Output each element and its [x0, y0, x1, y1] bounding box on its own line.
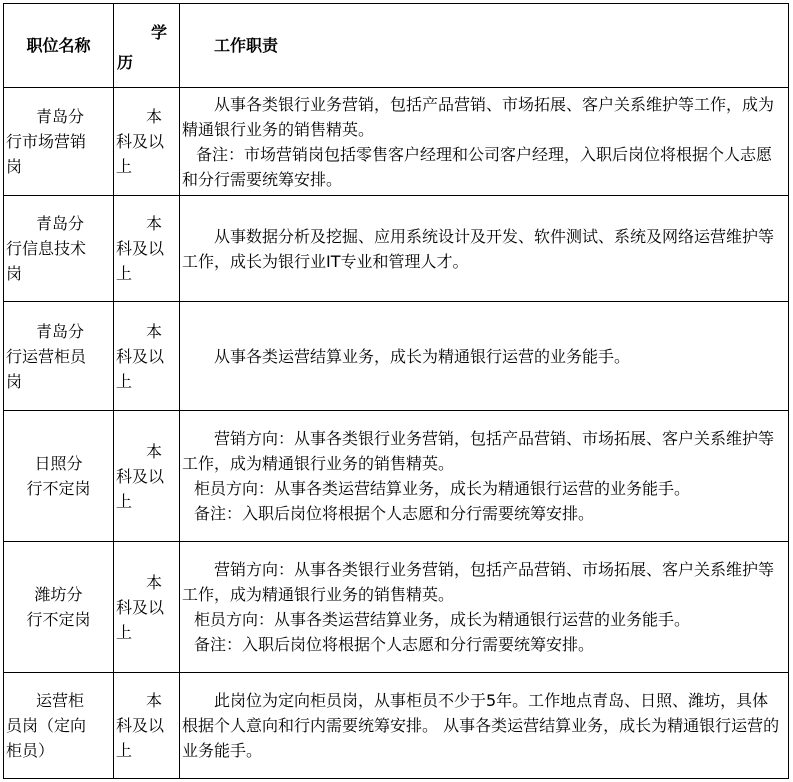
education: 本 科及以 上 [114, 673, 180, 779]
table-row [4, 673, 789, 779]
duties [180, 542, 789, 673]
duties [180, 302, 789, 411]
duties [180, 88, 789, 196]
table-row [4, 196, 789, 302]
header-row [4, 4, 789, 88]
position-name: 青岛分 行市场营销 岗 [4, 88, 114, 196]
table-row [4, 411, 789, 542]
header-duties: 工作职责 [180, 4, 789, 88]
header-education-top: 学 [150, 23, 167, 42]
duties [180, 411, 789, 542]
education: 本 科及以 上 [114, 88, 180, 196]
duty-paragraph: 备注：市场营销岗包括零售客户经理和公司客户经理，入职后岗位将根据个人志愿和分行需要统筹安排。 [182, 144, 773, 189]
position-name: 日照分 行不定岗 [4, 411, 114, 542]
education: 本 科及以 上 [114, 196, 180, 302]
header-position: 职位名称 [4, 4, 114, 88]
duties [180, 196, 789, 302]
position-name: 潍坊分 行不定岗 [4, 542, 114, 673]
position-name: 运营柜 员岗（定向 柜员） [4, 673, 114, 779]
education: 本 科及以 上 [114, 411, 180, 542]
duty-paragraph: 备注：入职后岗位将根据个人志愿和分行需要统筹安排。 [194, 504, 595, 523]
duty-paragraph: 从事数据分析及挖掘、应用系统设计及开发、软件测试、系统及网络运营维护等工作，成长为银行业IT专业和管理人才。 [182, 226, 775, 271]
education: 本 科及以 上 [114, 302, 180, 411]
table-row [4, 542, 789, 673]
duty-paragraph: 柜员方向：从事各类运营结算业务，成长为精通银行运营的业务能手。 [194, 479, 691, 498]
duty-paragraph: 营销方向：从事各类银行业务营销，包括产品营销、市场拓展、客户关系维护等工作，成为精通银行业务的销售精英。 [182, 429, 775, 473]
duty-paragraph: 从事各类银行业务营销，包括产品营销、市场拓展、客户关系维护等工作，成为精通银行业务的销售精英。 [182, 94, 775, 139]
table-row [4, 302, 789, 411]
duty-paragraph: 此岗位为定向柜员岗，从事柜员不少于5年。工作地点青岛、日照、潍坊，具体根据个人意向和行内需要统筹安排。 从事各类运营结算业务，成长为精通银行运营的业务能手。 [182, 691, 780, 760]
position-name: 青岛分 行信息技术 岗 [4, 196, 114, 302]
job-table [3, 3, 789, 779]
header-education-bottom: 历 [117, 53, 134, 72]
table-row [4, 88, 789, 196]
duty-paragraph: 备注：入职后岗位将根据个人志愿和分行需要统筹安排。 [194, 635, 595, 654]
position-name: 青岛分 行运营柜员 岗 [4, 302, 114, 411]
duties [180, 673, 789, 779]
duty-paragraph: 营销方向：从事各类银行业务营销，包括产品营销、市场拓展、客户关系维护等工作，成为精通银行业务的销售精英。 [182, 560, 775, 604]
duty-paragraph: 从事各类运营结算业务，成长为精通银行运营的业务能手。 [214, 346, 631, 366]
education: 本 科及以 上 [114, 542, 180, 673]
header-education [114, 4, 180, 88]
duty-paragraph: 柜员方向：从事各类运营结算业务，成长为精通银行运营的业务能手。 [194, 610, 691, 629]
